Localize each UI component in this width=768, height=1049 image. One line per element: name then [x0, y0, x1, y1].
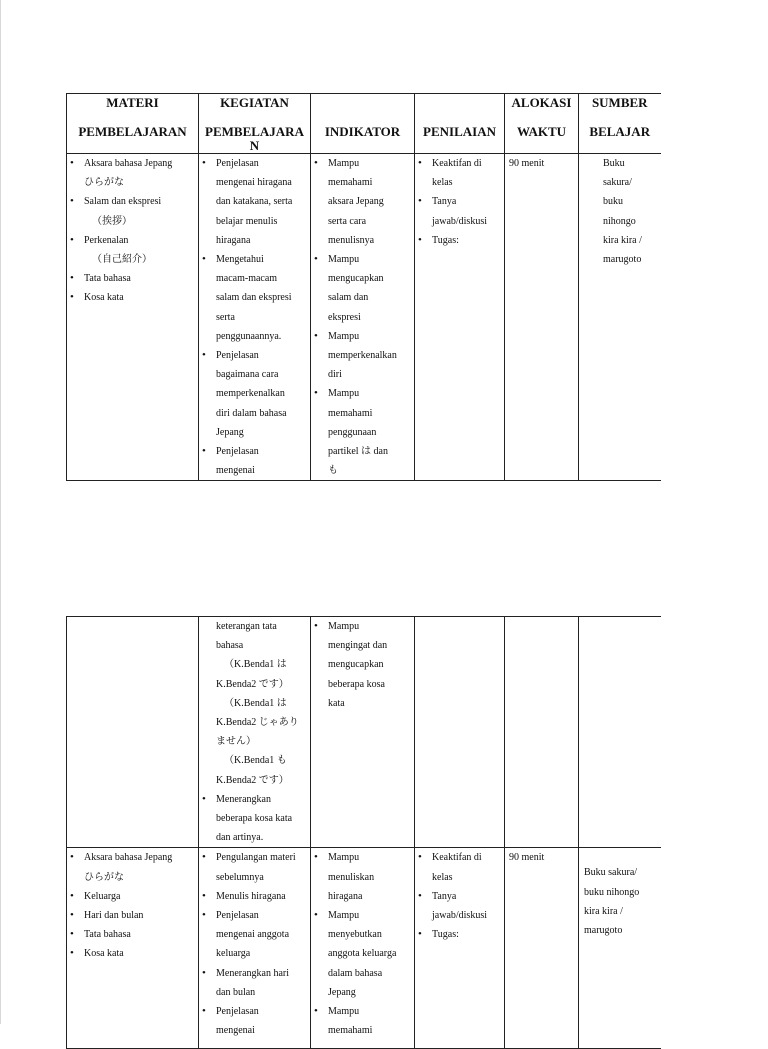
list-item: • Perkenalan （自己紹介）: [67, 231, 198, 269]
list-item: • Menerangkan hari dan bulan: [199, 964, 310, 1002]
header-kegiatan: KEGIATAN PEMBELAJARA N: [199, 94, 311, 154]
header-penilaian: PENILAIAN: [415, 94, 505, 154]
list-item: • Penjelasan mengenai hiragana dan katakana, serta belajar menulis hiragana: [199, 154, 310, 250]
list-item: • Mengetahui macam-macam salam dan ekspresi serta penggunaannya.: [199, 250, 310, 346]
cell-alokasi: [505, 617, 579, 848]
sumber-text: Buku sakura/ buku nihongo kira kira / marugoto: [584, 867, 640, 937]
list-item: • Mampu memahami aksara Jepang serta cara menulisnya: [311, 154, 414, 250]
list-item: • Penjelasan mengenai anggota keluarga: [199, 906, 310, 964]
table-row: [67, 617, 661, 848]
list-item: • Mampu mengucapkan salam dan ekspresi: [311, 250, 414, 327]
list-item: • Salam dan ekspresi （挨拶）: [67, 192, 198, 230]
cell-alokasi: 90 menit: [505, 848, 579, 1049]
list-item: • Tata bahasa: [67, 269, 198, 288]
list-item: • Keaktifan di kelas: [415, 848, 504, 886]
indikator-list: [311, 617, 414, 713]
cell-materi: [67, 848, 199, 1049]
penilaian-list: [415, 848, 504, 944]
list-item: • Mampu mengingat dan mengucapkan beberapa kosa kata: [311, 617, 414, 713]
cell-kegiatan: [199, 617, 311, 848]
list-item: • Tugas:: [415, 231, 504, 250]
sumber-text: Buku sakura/ buku nihongo kira kira / marugoto: [603, 158, 642, 266]
cell-kegiatan: [199, 848, 311, 1049]
list-item: • Tugas:: [415, 925, 504, 944]
list-item: • Hari dan bulan: [67, 906, 198, 925]
cell-penilaian: [415, 848, 505, 1049]
list-item: • Kosa kata: [67, 944, 198, 963]
cell-indikator: [311, 617, 415, 848]
list-item: • Mampu memahami: [311, 1002, 414, 1040]
list-item: • Kosa kata: [67, 288, 198, 307]
list-item: • Penjelasan bagaimana cara memperkenalkan diri dalam bahasa Jepang: [199, 346, 310, 442]
kegiatan-continued: keterangan tata bahasa （K.Benda1 は K.Benda2 です） （K.Benda1 は K.Benda2 じゃあり ません） （K.Benda1 も K.Benda2 です）: [216, 621, 299, 786]
materi-list: [67, 848, 198, 963]
list-item: • Tanya jawab/diskusi: [415, 887, 504, 925]
list-item: • Keaktifan di kelas: [415, 154, 504, 192]
lesson-plan-table-page-2: [66, 616, 661, 1049]
list-item: • Tata bahasa: [67, 925, 198, 944]
kegiatan-list: [199, 848, 310, 1040]
table-row: [67, 848, 661, 1049]
list-item: • Penjelasan mengenai: [199, 442, 310, 480]
list-item: • Penjelasan mengenai: [199, 1002, 310, 1040]
list-item: • Menulis hiragana: [199, 887, 310, 906]
list-item: • Tanya jawab/diskusi: [415, 192, 504, 230]
cell-materi: [67, 617, 199, 848]
list-item: • Pengulangan materi sebelumnya: [199, 848, 310, 886]
indikator-list: [311, 848, 414, 1040]
list-item: • Aksara bahasa Jepang ひらがな: [67, 154, 198, 192]
header-indikator: INDIKATOR: [311, 94, 415, 154]
list-item: • Mampu memperkenalkan diri: [311, 327, 414, 385]
cell-penilaian: [415, 617, 505, 848]
cell-sumber: [579, 848, 661, 1049]
list-item: • Menerangkan beberapa kosa kata dan artinya.: [199, 790, 310, 848]
kegiatan-list: [199, 790, 310, 848]
list-item: • Mampu menyebutkan anggota keluarga dalam bahasa Jepang: [311, 906, 414, 1002]
cell-indikator: [311, 848, 415, 1049]
header-alokasi: ALOKASI WAKTU: [505, 94, 579, 154]
list-item: • Aksara bahasa Jepang ひらがな: [67, 848, 198, 886]
header-sumber: SUMBER BELAJAR: [579, 94, 661, 154]
header-materi: MATERI PEMBELAJARAN: [67, 94, 199, 154]
cell-sumber: [579, 617, 661, 848]
list-item: • Mampu memahami penggunaan partikel は dan も: [311, 384, 414, 480]
list-item: • Mampu menuliskan hiragana: [311, 848, 414, 906]
cell-alokasi: 90 menit: [505, 154, 579, 481]
list-item: • Keluarga: [67, 887, 198, 906]
